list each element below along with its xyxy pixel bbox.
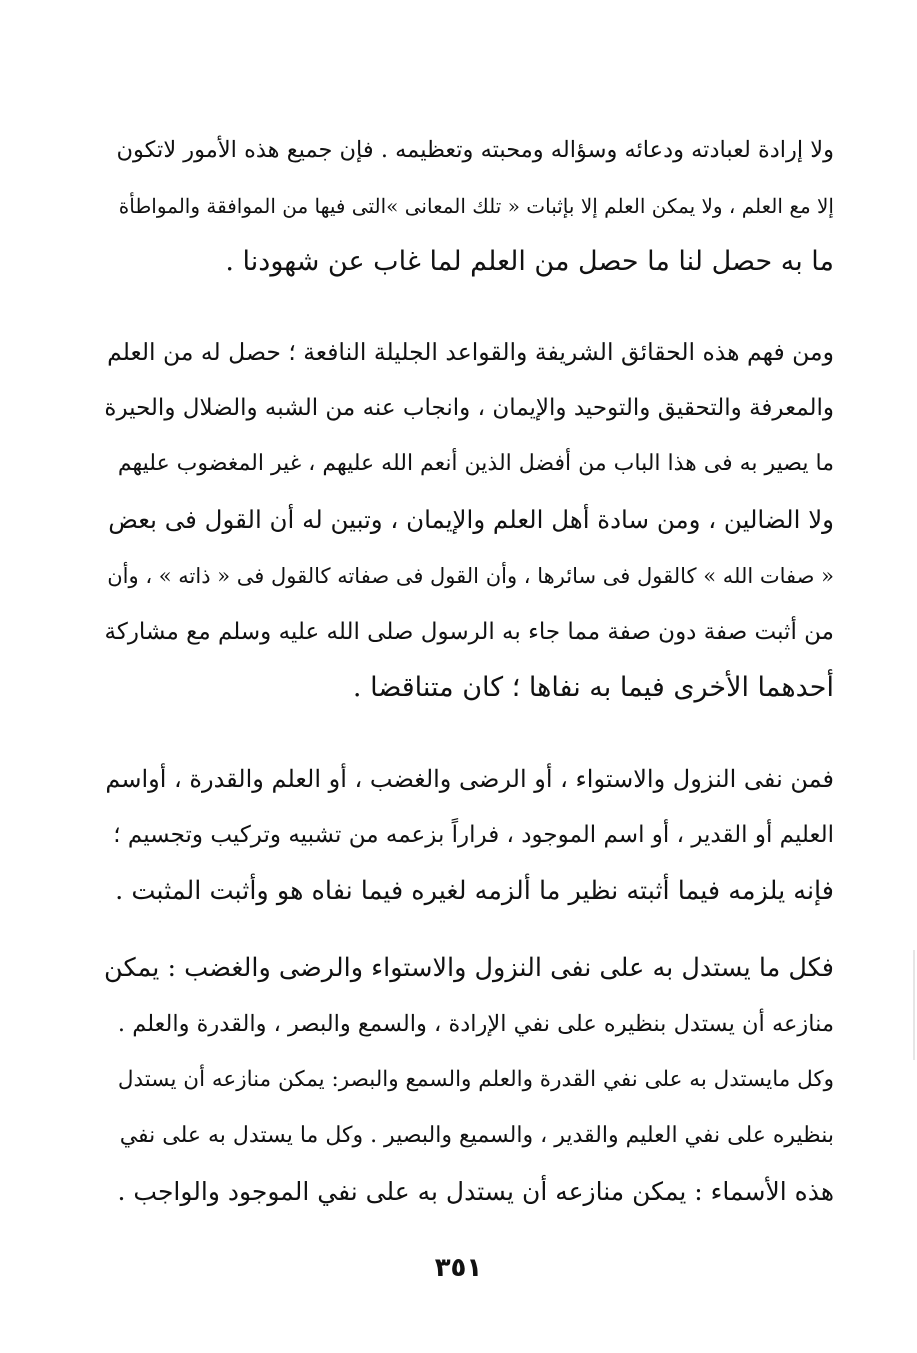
paragraph-4 [104, 940, 834, 1220]
text-line: ما يصير به فى هذا الباب من أفضل الذين أنعم الله عليهم ، غير المغضوب عليهم [117, 451, 834, 476]
text-line: من أثبت صفة دون صفة مما جاء به الرسول صلى الله عليه وسلم مع مشاركة [104, 619, 834, 645]
text-line: ولا الضالين ، ومن سادة أهل العلم والإيمان ، وتبين له أن القول فى بعض [108, 505, 834, 534]
text-line: فمن نفى النزول والاستواء ، أو الرضى والغضب ، أو العلم والقدرة ، أواسم [105, 765, 834, 793]
paragraph-3 [104, 751, 834, 919]
text-line: إلا مع العلم ، ولا يمكن العلم إلا بإثبات « تلك المعانى »التى فيها من الموافقة والمواطأة [118, 194, 834, 218]
paragraph-2 [104, 324, 834, 716]
text-line: منازعه أن يستدل بنظيره على نفي الإرادة ، والسمع والبصر ، والقدرة والعلم . [117, 1011, 834, 1037]
text-line: العليم أو القدير ، أو اسم الموجود ، فراراً بزعمه من تشبيه وتركيب وتجسيم ؛ [113, 822, 834, 848]
page-edge-shadow [913, 950, 915, 1060]
page-number: ٣٥١ [434, 1253, 483, 1283]
text-line: وكل مايستدل به على نفي القدرة والعلم والسمع والبصر: يمكن منازعه أن يستدل [117, 1067, 834, 1092]
text-line: « صفات الله » كالقول فى سائرها ، وأن القول فى صفاته كالقول فى « ذاته » ، وأن [107, 564, 834, 588]
text-line: ما به حصل لنا ما حصل من العلم لما غاب عن شهودنا . [225, 246, 834, 277]
text-line: هذه الأسماء : يمكن منازعه أن يستدل به على نفي الموجود والواجب . [117, 1177, 834, 1206]
text-line: فإنه يلزمه فيما أثبته نظير ما ألزمه لغيره فيما نفاه هو وأثبت المثبت . [115, 876, 834, 906]
text-line: فكل ما يستدل به على نفى النزول والاستواء والرضى والغضب : يمكن [104, 953, 834, 983]
text-line: والمعرفة والتحقيق والتوحيد والإيمان ، وانجاب عنه من الشبه والضلال والحيرة [104, 395, 834, 421]
text-line: أحدهما الأخرى فيما به نفاها ؛ كان متناقضا . [352, 672, 834, 703]
text-line: ومن فهم هذه الحقائق الشريفة والقواعد الجليلة النافعة ؛ حصل له من العلم [107, 338, 834, 366]
text-line: ولا إرادة لعبادته ودعائه وسؤاله ومحبته وتعظيمه . فإن جميع هذه الأمور لاتكون [116, 137, 834, 163]
paragraph-1 [104, 122, 834, 290]
text-line: بنظيره على نفي العليم والقدير ، والسميع والبصير . وكل ما يستدل به على نفي [119, 1123, 834, 1148]
